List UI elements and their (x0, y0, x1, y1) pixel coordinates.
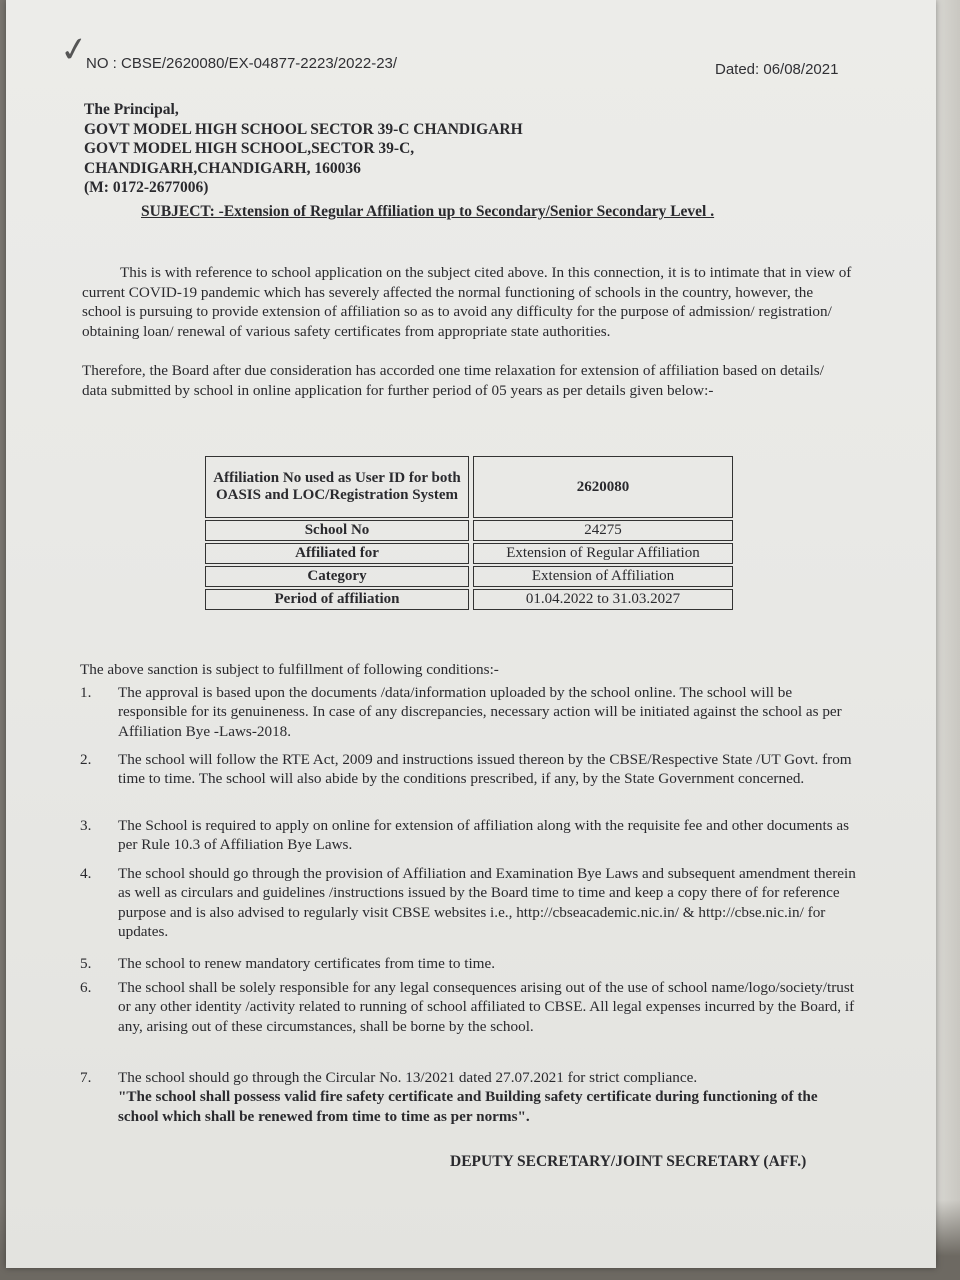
background-edge (936, 0, 960, 1280)
condition-text: The school will follow the RTE Act, 2009 and instructions issued thereon by the CBSE/Respective State /UT Govt. from time to time. The school will also abide by the conditions prescribed, if any, by the State Government concerned. (118, 751, 852, 788)
table-key: Affiliation No used as User ID for both OASIS and LOC/Registration System (205, 456, 469, 518)
condition-text: The approval is based upon the documents /data/information uploaded by the school online. The school will be responsible for its genuineness. In case of any discrepancies, necessary action will be initiated against the school as per Affiliation Bye -Laws-2018. (118, 684, 842, 740)
subject-line: SUBJECT: -Extension of Regular Affiliation up to Secondary/Senior Secondary Level . (141, 203, 715, 220)
table-value: 01.04.2022 to 31.03.2027 (473, 589, 733, 610)
table-key: Period of affiliation (205, 589, 469, 610)
condition-bold-note: "The school shall possess valid fire safety certificate and Building safety certificate during functioning of the school which shall be renewed from time to time as per norms". (118, 1088, 818, 1125)
table-key: School No (205, 520, 469, 541)
body-paragraph: This is with reference to school application on the subject cited above. In this connection, it is to intimate that in view of current COVID-19 pandemic which has severely affected the normal functioning of schools in the country, however, the school is pursuing to provide extension of affiliation so as to avoid any difficulty for the purpose of admission/ registration/ obtaining loan/ renewal of various safety certificates from appropriate state authorities. (82, 264, 852, 340)
address-line: (M: 0172-2677006) (84, 179, 209, 196)
condition-text: The School is required to apply on online for extension of affiliation along with the requisite fee and other documents as per Rule 10.3 of Affiliation Bye Laws. (118, 817, 850, 854)
condition-text-block (118, 1068, 858, 1126)
table-key: Affiliated for (205, 543, 469, 564)
body-paragraph: Therefore, the Board after due consideration has accorded one time relaxation for extension of affiliation based on details/ data submitted by school in online application for further period of 05 years as per details given below:- (82, 362, 824, 399)
table-value: 24275 (473, 520, 733, 541)
address-line: The Principal, (84, 101, 179, 118)
table-row (205, 566, 733, 587)
tick-mark-icon: ✓ (57, 28, 92, 72)
table-row (205, 543, 733, 564)
letter-date: Dated: 06/08/2021 (715, 61, 839, 78)
reference-number: NO : CBSE/2620080/EX-04877-2223/2022-23/ (86, 55, 398, 72)
condition-number: 1. (80, 684, 92, 701)
condition-text: The school should go through the provision of Affiliation and Examination Bye Laws and subsequent amendment therein as well as circulars and guidelines /instructions issued by the Board time to time and keep a copy there of for reference purpose and is also advised to regularly visit CBSE websites i.e., http://cbseacademic.nic.in/ & http://cbse.nic.in/ for updates. (118, 865, 856, 941)
address-block (84, 100, 523, 198)
condition-number: 7. (80, 1069, 92, 1086)
signature-line: DEPUTY SECRETARY/JOINT SECRETARY (AFF.) (450, 1153, 807, 1170)
address-line: GOVT MODEL HIGH SCHOOL,SECTOR 39-C, (84, 140, 415, 157)
table-key: Category (205, 566, 469, 587)
condition-number: 4. (80, 865, 92, 882)
condition-text: The school shall be solely responsible for any legal consequences arising out of the use of school name/logo/society/trust or any other identity /activity related to running of school affiliated to CBSE. All legal expenses incurred by the Board, if any, arising out of these circumstances, shall be borne by the school. (118, 979, 855, 1035)
table-row (205, 589, 733, 610)
condition-number: 6. (80, 979, 92, 996)
address-line: GOVT MODEL HIGH SCHOOL SECTOR 39-C CHANDIGARH (84, 120, 523, 138)
table-value: Extension of Affiliation (473, 566, 733, 587)
address-line: CHANDIGARH,CHANDIGARH, 160036 (84, 159, 361, 177)
table-value: 2620080 (473, 456, 733, 518)
table-row (205, 456, 733, 518)
table-value: Extension of Regular Affiliation (473, 543, 733, 564)
condition-text: The school to renew mandatory certificates from time to time. (118, 955, 496, 972)
condition-number: 3. (80, 817, 92, 834)
condition-number: 5. (80, 955, 92, 972)
affiliation-table (205, 454, 733, 612)
condition-number: 2. (80, 751, 92, 768)
condition-text: The school should go through the Circular No. 13/2021 dated 27.07.2021 for strict compliance. (118, 1069, 698, 1086)
table-row (205, 520, 733, 541)
conditions-heading: The above sanction is subject to fulfillment of following conditions:- (80, 661, 499, 678)
